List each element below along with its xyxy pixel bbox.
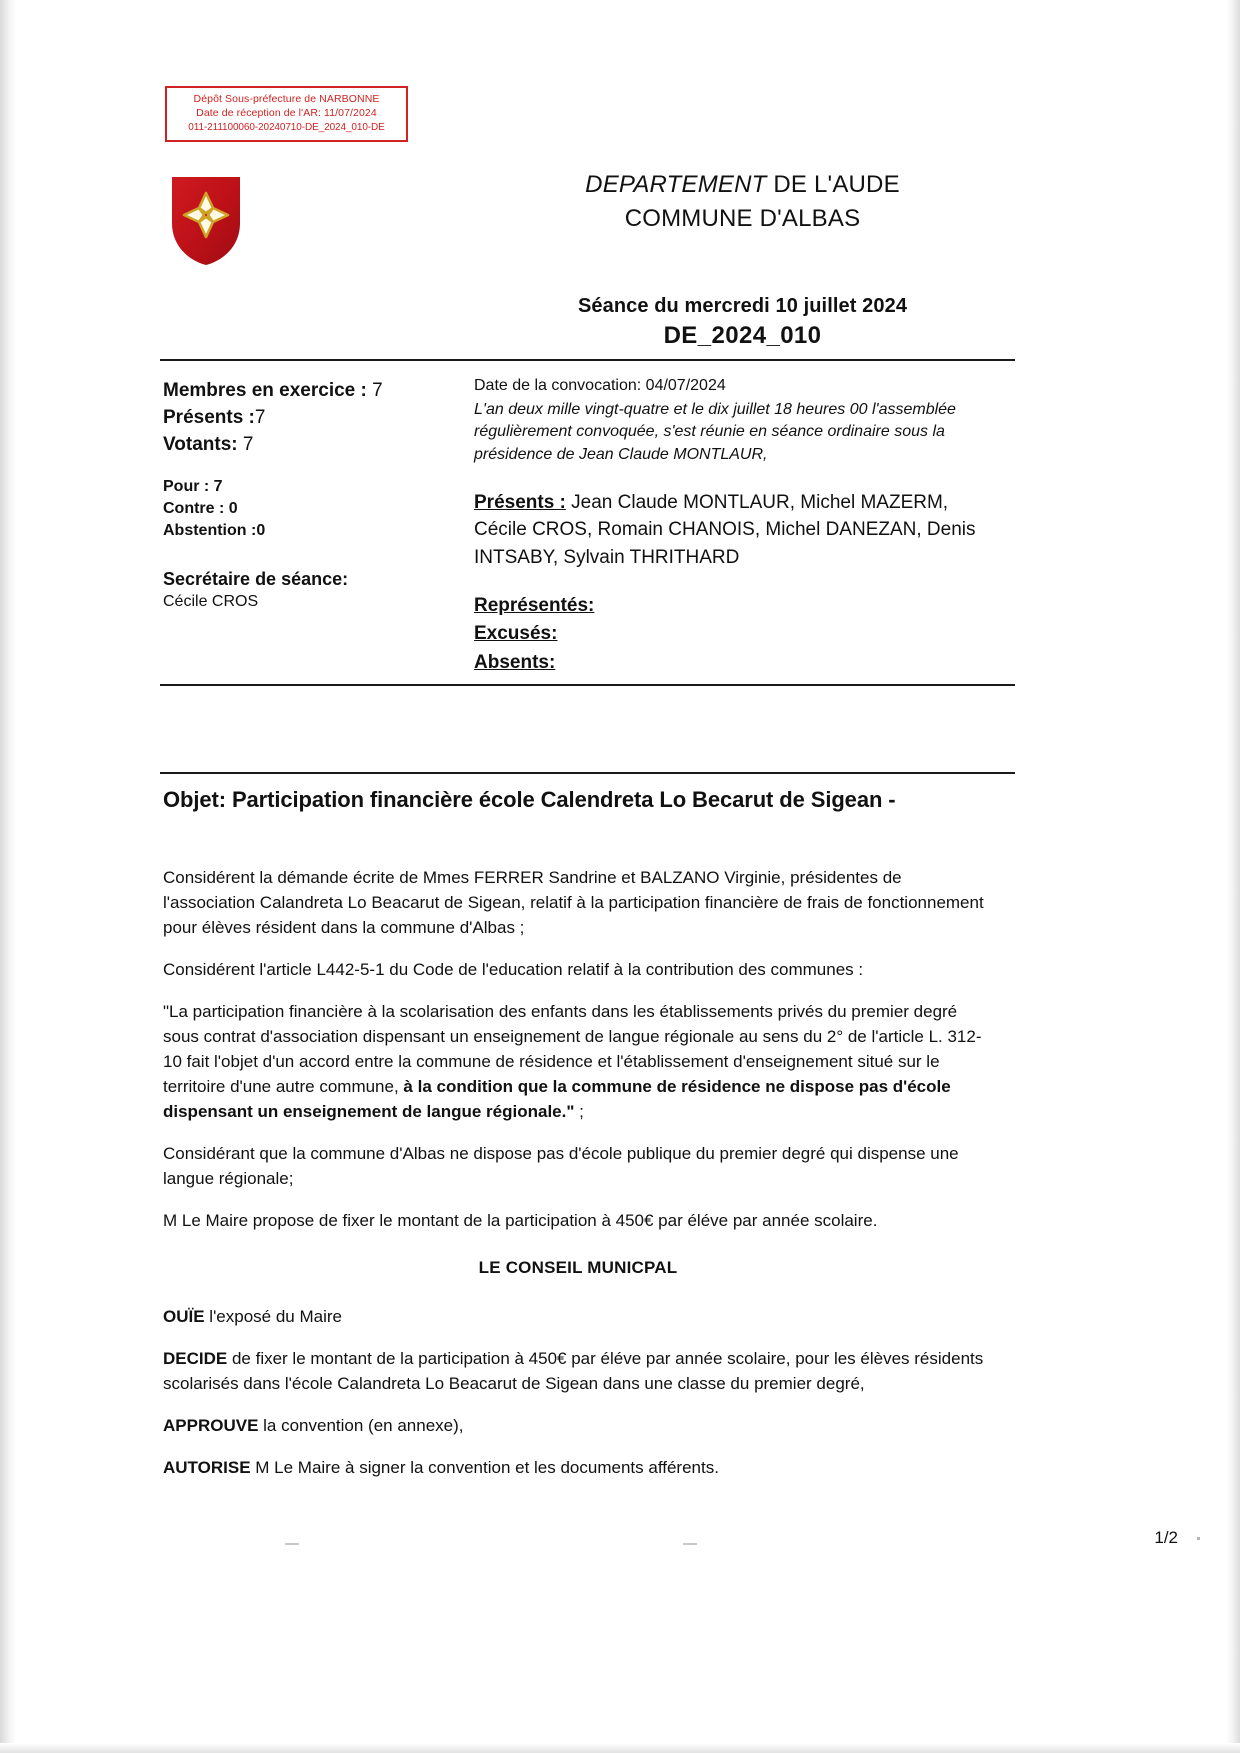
paragraph-considerant-demande: Considérent la démande écrite de Mmes FERRER Sandrine et BALZANO Virginie, présidentes de l'association Calandreta Lo Beacarut de Sigean, relatif à la participation financière de frais de fonctionnement pour élèves résident dans la commune d'Albas ;: [163, 868, 984, 937]
excuses-row: [474, 620, 1004, 649]
vote-abstention: Abstention :0: [163, 522, 266, 540]
convocation-date: Date de la convocation: 04/07/2024: [474, 377, 726, 394]
ouie-text: l'exposé du Maire: [204, 1306, 342, 1326]
representes-label: Représentés:: [474, 594, 595, 616]
page-number: 1/2: [1154, 1528, 1178, 1547]
paragraph-decide: [163, 1347, 993, 1397]
stamp-line-reference: 011-211100060-20240710-DE_2024_010-DE: [188, 121, 385, 133]
seance-heading: [470, 295, 1015, 350]
vote-contre: Contre : 0: [163, 499, 238, 517]
autorise-text: M Le Maire à signer la convention et les documents afférents.: [250, 1457, 719, 1477]
paragraph-autorise: [163, 1456, 993, 1481]
citation-part-1: "La participation financière à la scolarisation des enfants dans les établissements privés du premier degré sous contrat d'association dispensant un enseignement de langue régionale au sens du 2° de l'article L. 312-10 fait l'objet d'un accord entre la commune de résidence et l'établissement d'enseignement situé sur le territoire d'une autre commune,: [163, 1001, 982, 1096]
presents-list-label: Présents :: [474, 491, 566, 513]
presents-list: [474, 489, 1004, 572]
representes-row: [474, 592, 1004, 621]
commune-line: COMMUNE D'ALBAS: [624, 205, 861, 233]
scan-artifact-left: [285, 1543, 299, 1545]
citation-condition-bold: à la condition que la commune de résidence ne dispose pas d'école dispensant un enseignement de langue régionale.": [163, 1076, 951, 1121]
vote-pour: Pour : 7: [163, 477, 223, 495]
decide-text: de fixer le montant de la participation à 450€ par éléve par année scolaire, pour les élèves résidents scolarisés dans l'école Calandreta Lo Beacarut de Sigean dans une classe du premier degré,: [163, 1348, 984, 1393]
presents-count-row: [163, 405, 463, 432]
convocation-paragraph: L'an deux mille vingt-quatre et le dix juillet 18 heures 00 l'assemblée régulièrement convoquée, s'est réunie en séance ordinaire sous la présidence de Jean Claude MONTLAUR,: [474, 400, 956, 464]
paragraph-approuve: [163, 1414, 993, 1439]
objet-title: Objet: Participation financière école Calendreta Lo Becarut de Sigean -: [163, 787, 896, 812]
ouie-keyword: OUÏE: [163, 1306, 205, 1326]
membres-value: 7: [372, 380, 383, 401]
paragraph-ouie: [163, 1305, 993, 1330]
citation-part-2: ;: [574, 1101, 584, 1121]
membres-label: Membres en exercice :: [163, 380, 373, 401]
commune-coat-of-arms-icon: [170, 175, 242, 267]
autorise-keyword: AUTORISE: [163, 1457, 251, 1477]
votants-label: Votants:: [163, 433, 243, 455]
attendance-summary-column: [163, 378, 463, 611]
secretary-label: Secrétaire de séance:: [163, 569, 349, 590]
scan-edge-left: [0, 0, 16, 1753]
presents-label: Présents :: [163, 406, 255, 428]
stamp-line-authority: Dépôt Sous-préfecture de NARBONNE: [193, 93, 380, 105]
department-word: DEPARTEMENT: [585, 171, 767, 198]
secretary-name: Cécile CROS: [163, 593, 259, 611]
deliberation-body: [163, 866, 993, 1498]
seance-date: Séance du mercredi 10 juillet 2024: [577, 295, 908, 317]
scan-artifact-right: [1197, 1537, 1200, 1540]
scan-edge-right: [1226, 0, 1240, 1753]
excuses-label: Excusés:: [474, 623, 558, 645]
absents-label: Absents:: [474, 652, 556, 674]
votants-count-row: [163, 432, 463, 459]
conseil-municipal-heading: LE CONSEIL MUNICPAL: [478, 1257, 678, 1277]
presents-value: 7: [254, 406, 266, 428]
membres-en-exercice-row: [163, 378, 463, 405]
decide-keyword: DECIDE: [163, 1348, 228, 1368]
stamp-line-reception-date: Date de réception de l'AR: 11/07/2024: [196, 107, 377, 120]
department-line: [470, 168, 1015, 202]
paragraph-considerant-article: Considérent l'article L442-5-1 du Code de l'education relatif à la contribution des communes :: [163, 959, 864, 979]
scan-edge-bottom: [0, 1743, 1240, 1753]
scan-artifact-center: [683, 1543, 697, 1545]
convocation-column: [474, 375, 1004, 678]
paragraph-proposition-maire: M Le Maire propose de fixer le montant de la participation à 450€ par éléve par année scolaire.: [163, 1210, 878, 1230]
other-attendance-labels: [474, 592, 1004, 679]
department-rest: DE L'AUDE: [766, 171, 900, 198]
divider-top: [160, 359, 1015, 361]
paragraph-considerant-commune: Considérant que la commune d'Albas ne dispose pas d'école publique du premier degré qui dispense une langue régionale;: [163, 1143, 959, 1188]
approuve-text: la convention (en annexe),: [258, 1415, 464, 1435]
attendance-counts: [163, 378, 463, 459]
divider-middle: [160, 684, 1015, 686]
vote-tally: [163, 476, 463, 542]
approuve-keyword: APPROUVE: [163, 1415, 259, 1435]
presents-list-names: Jean Claude MONTLAUR, Michel MAZERM, Cécile CROS, Romain CHANOIS, Michel DANEZAN, Denis INTSABY, Sylvain THRITHARD: [474, 491, 976, 568]
divider-objet: [160, 772, 1015, 774]
deliberation-reference: DE_2024_010: [663, 322, 822, 349]
absents-row: [474, 649, 1004, 678]
department-heading: [470, 168, 1015, 236]
paragraph-citation-article: [163, 1000, 993, 1125]
prefecture-deposit-stamp: [165, 86, 408, 142]
votants-value: 7: [242, 433, 254, 455]
